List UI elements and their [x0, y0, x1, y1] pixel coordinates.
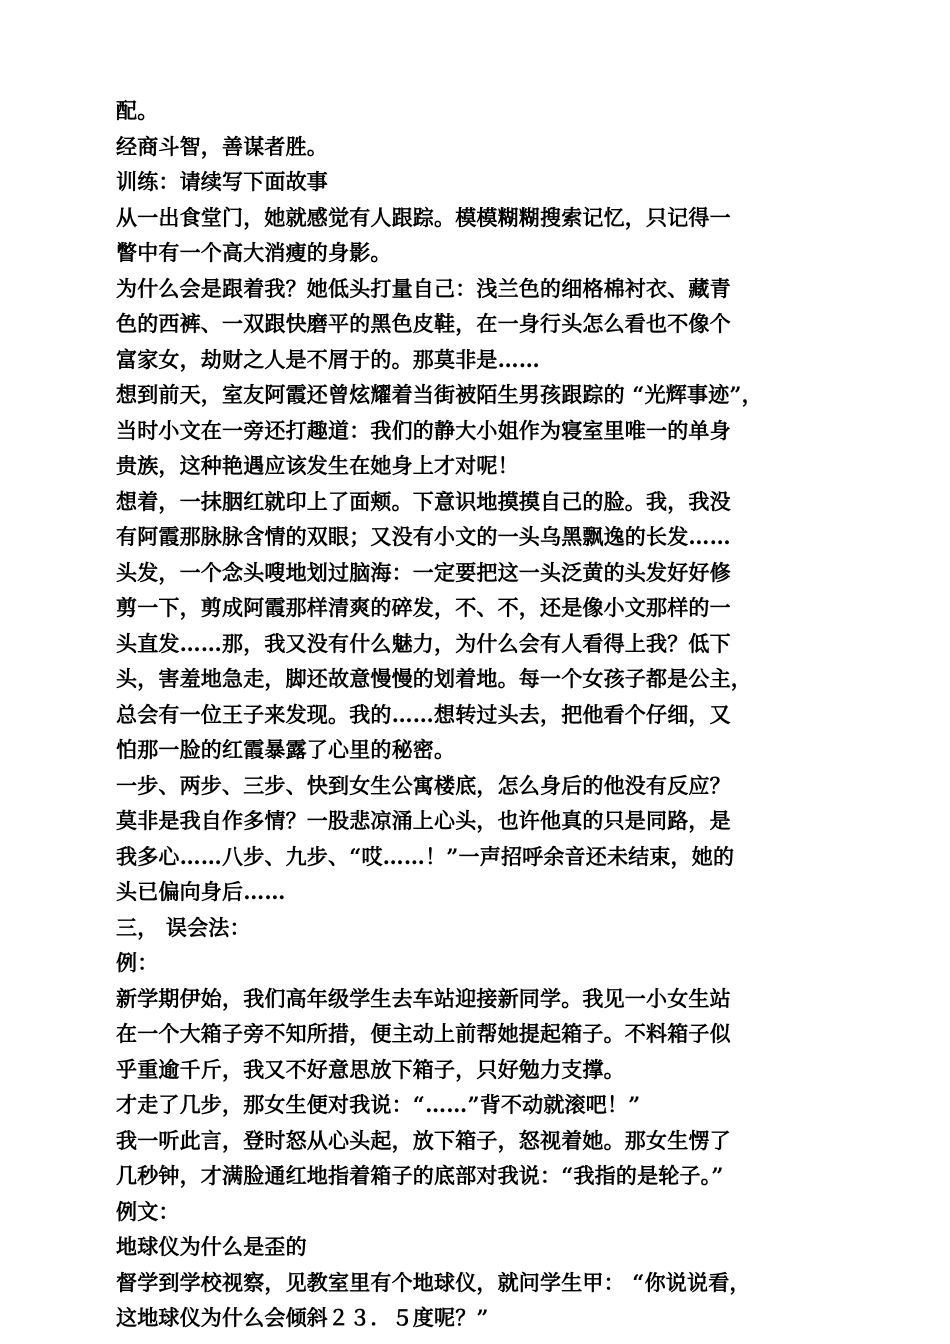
text-line: 富家女，劫财之人是不屑于的。那莫非是…… — [116, 346, 540, 372]
text-line: 头已偏向身后…… — [116, 879, 286, 904]
document-body — [116, 93, 856, 1336]
text-line: 新学期伊始，我们高年级学生去车站迎接新同学。我见一小女生站 — [116, 985, 731, 1011]
text-line: 贵族，这种艳遇应该发生在她身上才对呢！ — [116, 453, 519, 478]
text-line: 几秒钟，才满脸通红地指着箱子的底部对我说：“我指的是轮子。” — [116, 1163, 724, 1188]
text-line: 头发，一个念头嗖地划过脑海：一定要把这一头泛黄的头发好好修 — [116, 559, 731, 585]
text-line: 才走了几步，那女生便对我说：“……”背不动就滚吧！” — [116, 1092, 641, 1117]
text-line: 例： — [116, 950, 159, 975]
text-line: 训练：请续写下面故事 — [116, 169, 328, 194]
text-line: 一步、两步、三步、快到女生公寓楼底，怎么身后的他没有反应？ — [116, 772, 731, 798]
text-line: 怕那一脸的红霞暴露了心里的秘密。 — [116, 737, 456, 762]
text-line: 配。 — [116, 98, 159, 123]
text-line: 我多心……八步、九步、“哎……！”一声招呼余音还未结束，她的 — [116, 843, 735, 869]
text-line: 头直发……那，我又没有什么魅力，为什么会有人看得上我？低下 — [116, 630, 731, 656]
text-line: 在一个大箱子旁不知所措，便主动上前帮她提起箱子。不料箱子似 — [116, 1021, 731, 1046]
text-line: 从一出食堂门，她就感觉有人跟踪。模模糊糊搜索记忆，只记得一 — [116, 204, 731, 230]
text-line: 经商斗智，善谋者胜。 — [116, 133, 328, 159]
text-line: 色的西裤、一双跟快磨平的黑色皮鞋，在一身行头怎么看也不像个 — [116, 311, 731, 336]
text-line: 地球仪为什么是歪的 — [116, 1234, 307, 1259]
text-line: 乎重逾千斤，我又不好意思放下箱子，只好勉力支撑。 — [116, 1056, 625, 1082]
text-line: 想到前天，室友阿霞还曾炫耀着当街被陌生男孩跟踪的 “光辉事迹”， — [116, 382, 763, 407]
text-line: 这地球仪为什么会倾斜２３．５度呢？” — [116, 1305, 489, 1330]
text-line: 剪一下，剪成阿霞那样清爽的碎发，不、不，还是像小文那样的一 — [116, 595, 731, 620]
section-heading: 三， 误会法： — [116, 914, 251, 940]
text-line: 莫非是我自作多情？一股悲凉涌上心头，也许他真的只是同路，是 — [116, 808, 731, 833]
text-line: 我一听此言，登时怒从心头起，放下箱子，怒视着她。那女生愣了 — [116, 1127, 731, 1153]
text-line: 有阿霞那脉脉含情的双眼；又没有小文的一头乌黑飘逸的长发…… — [116, 524, 731, 549]
text-line: 为什么会是跟着我？她低头打量自己：浅兰色的细格棉衬衣、藏青 — [116, 275, 731, 301]
text-line: 总会有一位王子来发现。我的……想转过头去，把他看个仔细，又 — [116, 701, 731, 727]
text-line: 头，害羞地急走，脚还故意慢慢的划着地。每一个女孩子都是公主， — [116, 666, 752, 691]
text-line: 瞥中有一个高大消瘦的身影。 — [116, 240, 392, 265]
text-line: 督学到学校视察，见教室里有个地球仪，就问学生甲： “你说说看， — [116, 1269, 751, 1295]
text-line: 当时小文在一旁还打趣道：我们的静大小姐作为寝室里唯一的单身 — [116, 417, 731, 443]
text-line: 想着，一抹胭红就印上了面颊。下意识地摸摸自己的脸。我，我没 — [116, 488, 731, 514]
text-line: 例文： — [116, 1198, 180, 1224]
